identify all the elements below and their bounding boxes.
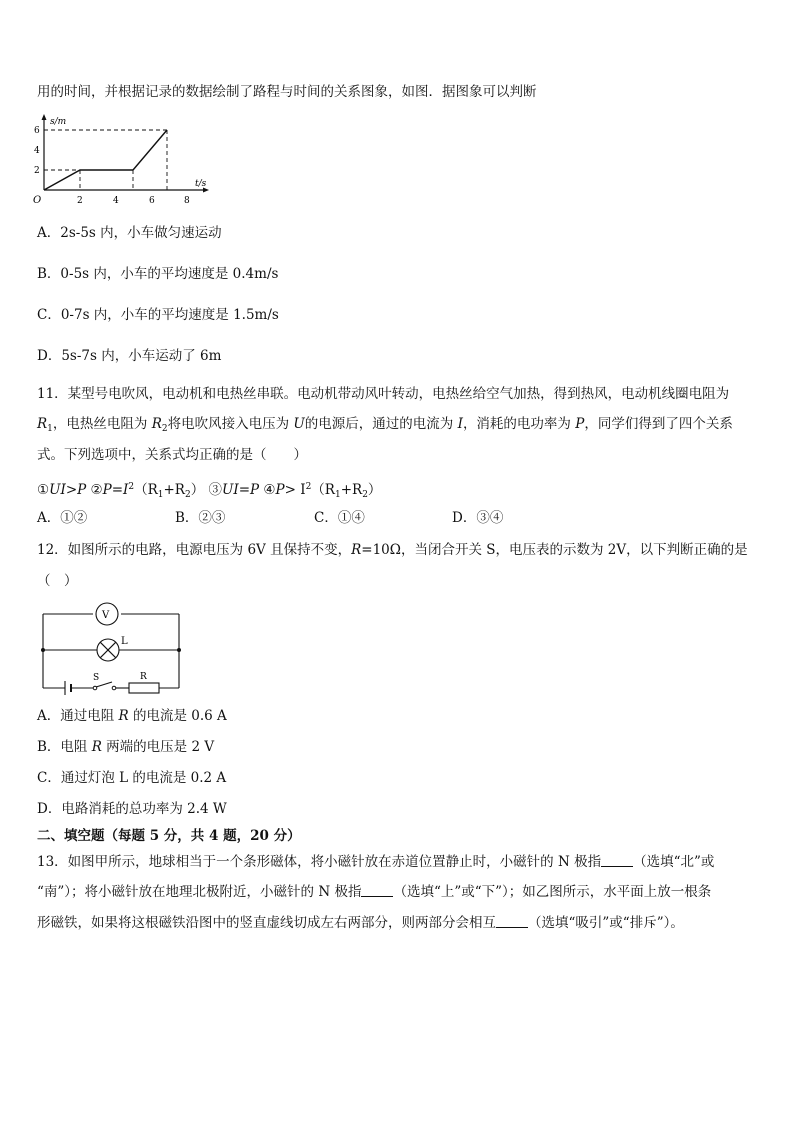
- q11-option-b: B．②③: [175, 510, 226, 526]
- switch-label: S: [93, 673, 100, 683]
- lamp-label: L: [121, 636, 128, 647]
- q13-line-2: “南”）；将小磁针放在地理北极附近，小磁针的 N 极指 （选填“上”或“下”）；如乙图所示，水平面上放一根条: [37, 884, 712, 900]
- q12-line-1: 12．如图所示的电路，电源电压为 6V 且保持不变，R=10Ω，当闭合开关 S，电压表的示数为 2V，以下判断正确的是: [37, 542, 748, 558]
- intro-line: 用的时间，并根据记录的数据绘制了路程与时间的关系图象，如图．据图象可以判断: [37, 84, 537, 100]
- q11-option-a: A．①②: [37, 510, 88, 526]
- q12-option-d: D．电路消耗的总功率为 2.4 W: [37, 801, 227, 817]
- q12-option-a: A．通过电阻 R 的电流是 0.6 A: [37, 708, 227, 724]
- x-axis-label: t/s: [195, 179, 207, 189]
- answer-blank-2[interactable]: [361, 884, 393, 897]
- y-tick-4: 4: [34, 146, 40, 156]
- distance-time-graph: [30, 112, 220, 212]
- q12-option-c: C．通过灯泡 L 的电流是 0.2 A: [37, 770, 227, 786]
- y-tick-2: 2: [34, 166, 40, 176]
- q11-relations: ①UI>P $②P=I^2(R_1+R_2)$ ③UI=P ④P> $I^2(R_1+R_2)$: [37, 482, 382, 500]
- resistor-symbol: [129, 683, 159, 693]
- y-axis-label: s/m: [50, 117, 67, 127]
- section-heading-fill-in: 二、填空题（每题 5 分，共 4 题，20 分）: [37, 828, 301, 844]
- q11-line-1: 11．某型号电吹风，电动机和电热丝串联。电动机带动风叶转动，电热丝给空气加热，得到热风，电动机线圈电阻为: [37, 386, 730, 402]
- x-tick-4: 4: [113, 196, 119, 206]
- q10-option-b: B．0-5s 内，小车的平均速度是 0.4m/s: [37, 266, 279, 282]
- x-tick-6: 6: [149, 196, 155, 206]
- answer-blank-3[interactable]: [496, 915, 528, 928]
- q11-line-3: 式。下列选项中，关系式均正确的是（ ）: [37, 447, 307, 463]
- distance-line: [44, 130, 167, 190]
- q11-line-2: $R_1$，电热丝电阻为 $R_2$将电吹风接入电压为 U的电源后，通过的电流为 I，消耗的电功率为 P，同学们得到了四个关系: [37, 416, 733, 434]
- q10-option-d: D．5s-7s 内，小车运动了 6m: [37, 348, 222, 364]
- x-tick-8: 8: [184, 196, 190, 206]
- x-tick-2: 2: [77, 196, 83, 206]
- y-tick-6: 6: [34, 126, 40, 136]
- origin-label: O: [33, 195, 42, 206]
- y-axis-arrow: [42, 114, 47, 120]
- voltmeter-label: V: [102, 610, 110, 621]
- q10-option-c: C．0-7s 内，小车的平均速度是 1.5m/s: [37, 307, 279, 323]
- answer-blank-1[interactable]: [601, 854, 633, 867]
- q11-option-d: D．③④: [452, 510, 504, 526]
- q12-option-b: B．电阻 R 两端的电压是 2 V: [37, 739, 215, 755]
- q13-line-1: 13．如图甲所示，地球相当于一个条形磁体，将小磁针放在赤道位置静止时，小磁针的 N 极指 （选填“北”或: [37, 854, 715, 870]
- q13-line-3: 形磁铁，如果将这根磁铁沿图中的竖直虚线切成左右两部分，则两部分会相互 （选填“吸引”或“排斥”）。: [37, 915, 684, 931]
- circuit-diagram: [35, 600, 190, 696]
- q11-option-c: C．①④: [314, 510, 365, 526]
- resistor-label: R: [140, 672, 147, 682]
- q10-option-a: A．2s-5s 内，小车做匀速运动: [37, 225, 222, 241]
- q12-line-2: （ ）: [37, 573, 78, 589]
